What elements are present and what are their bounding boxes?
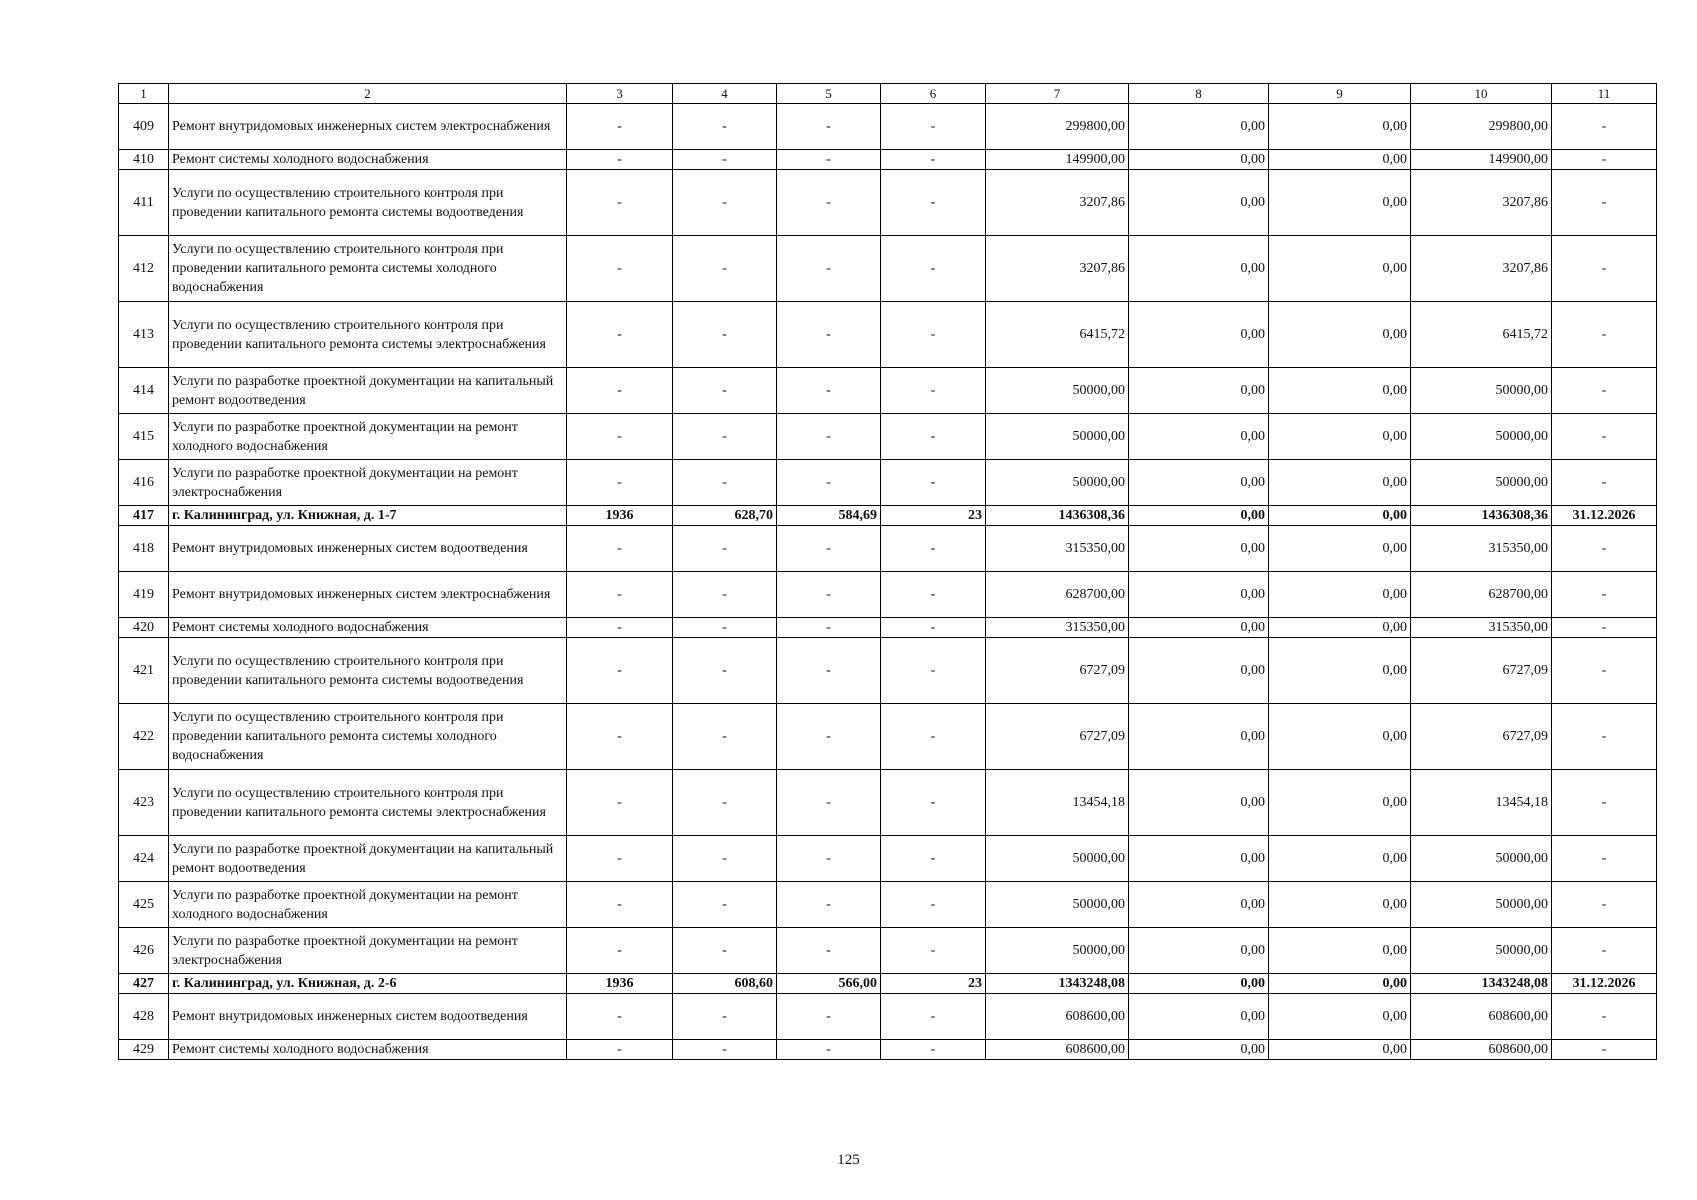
cell-col-8: 0,00 xyxy=(1129,572,1269,618)
item-name: Ремонт внутридомовых инженерных систем электроснабжения xyxy=(169,104,567,150)
cell-col-11: - xyxy=(1552,150,1657,170)
cell-col-6: - xyxy=(881,302,986,368)
row-number: 424 xyxy=(119,836,169,882)
cell-col-8: 0,00 xyxy=(1129,170,1269,236)
table-row xyxy=(119,414,1657,460)
cell-col-7: 13454,18 xyxy=(986,770,1129,836)
cell-col-9: 0,00 xyxy=(1269,770,1411,836)
cell-col-10: 299800,00 xyxy=(1411,104,1552,150)
cell-col-8: 0,00 xyxy=(1129,104,1269,150)
row-number: 414 xyxy=(119,368,169,414)
cell-col-10: 608600,00 xyxy=(1411,994,1552,1040)
table-row xyxy=(119,974,1657,994)
cell-col-5: - xyxy=(777,170,881,236)
cell-col-7: 299800,00 xyxy=(986,104,1129,150)
cell-col-8: 0,00 xyxy=(1129,302,1269,368)
cell-col-6: - xyxy=(881,526,986,572)
table-row xyxy=(119,150,1657,170)
cell-col-11: 31.12.2026 xyxy=(1552,506,1657,526)
row-number: 411 xyxy=(119,170,169,236)
cell-col-9: 0,00 xyxy=(1269,638,1411,704)
cell-col-7: 149900,00 xyxy=(986,150,1129,170)
cell-col-7: 608600,00 xyxy=(986,994,1129,1040)
cell-col-9: 0,00 xyxy=(1269,974,1411,994)
row-number: 420 xyxy=(119,618,169,638)
cell-col-6: - xyxy=(881,994,986,1040)
table-row xyxy=(119,882,1657,928)
row-number: 415 xyxy=(119,414,169,460)
table-row xyxy=(119,1040,1657,1060)
cell-col-11: - xyxy=(1552,526,1657,572)
item-name: Услуги по разработке проектной документации на капитальный ремонт водоотведения xyxy=(169,368,567,414)
cell-col-3: - xyxy=(567,836,673,882)
cell-col-3: - xyxy=(567,994,673,1040)
cell-col-8: 0,00 xyxy=(1129,414,1269,460)
cell-col-3: - xyxy=(567,572,673,618)
row-number: 409 xyxy=(119,104,169,150)
cell-col-6: - xyxy=(881,704,986,770)
cell-col-10: 628700,00 xyxy=(1411,572,1552,618)
cell-col-7: 6727,09 xyxy=(986,638,1129,704)
cell-col-6: - xyxy=(881,928,986,974)
cell-col-3: - xyxy=(567,104,673,150)
cell-col-3: - xyxy=(567,638,673,704)
column-header: 7 xyxy=(986,84,1129,104)
cell-col-6: - xyxy=(881,882,986,928)
cell-col-8: 0,00 xyxy=(1129,770,1269,836)
row-number: 421 xyxy=(119,638,169,704)
page-number: 125 xyxy=(837,1152,860,1168)
cell-col-6: 23 xyxy=(881,974,986,994)
cell-col-3: - xyxy=(567,704,673,770)
cell-col-10: 149900,00 xyxy=(1411,150,1552,170)
column-header: 10 xyxy=(1411,84,1552,104)
header-row xyxy=(119,84,1657,104)
cell-col-7: 50000,00 xyxy=(986,368,1129,414)
cell-col-4: - xyxy=(673,170,777,236)
cell-col-8: 0,00 xyxy=(1129,704,1269,770)
row-number: 418 xyxy=(119,526,169,572)
cell-col-7: 3207,86 xyxy=(986,236,1129,302)
row-number: 426 xyxy=(119,928,169,974)
row-number: 425 xyxy=(119,882,169,928)
cell-col-9: 0,00 xyxy=(1269,150,1411,170)
cell-col-9: 0,00 xyxy=(1269,928,1411,974)
cell-col-4: - xyxy=(673,704,777,770)
row-number: 423 xyxy=(119,770,169,836)
cell-col-4: - xyxy=(673,1040,777,1060)
cell-col-9: 0,00 xyxy=(1269,170,1411,236)
cell-col-8: 0,00 xyxy=(1129,618,1269,638)
cell-col-3: - xyxy=(567,150,673,170)
cell-col-7: 50000,00 xyxy=(986,836,1129,882)
cell-col-4: - xyxy=(673,526,777,572)
row-number: 422 xyxy=(119,704,169,770)
cell-col-5: - xyxy=(777,994,881,1040)
item-name: г. Калининград, ул. Книжная, д. 1-7 xyxy=(169,506,567,526)
cell-col-3: - xyxy=(567,236,673,302)
cell-col-11: - xyxy=(1552,1040,1657,1060)
cell-col-10: 3207,86 xyxy=(1411,236,1552,302)
cell-col-8: 0,00 xyxy=(1129,928,1269,974)
cell-col-4: - xyxy=(673,236,777,302)
cell-col-3: - xyxy=(567,526,673,572)
cell-col-4: - xyxy=(673,368,777,414)
cell-col-9: 0,00 xyxy=(1269,704,1411,770)
cell-col-7: 50000,00 xyxy=(986,460,1129,506)
cell-col-7: 608600,00 xyxy=(986,1040,1129,1060)
cell-col-4: - xyxy=(673,770,777,836)
cell-col-6: - xyxy=(881,770,986,836)
cell-col-7: 6415,72 xyxy=(986,302,1129,368)
cell-col-3: - xyxy=(567,770,673,836)
cell-col-3: - xyxy=(567,618,673,638)
cell-col-3: - xyxy=(567,460,673,506)
cell-col-11: - xyxy=(1552,104,1657,150)
cell-col-3: 1936 xyxy=(567,974,673,994)
cell-col-9: 0,00 xyxy=(1269,236,1411,302)
table-row xyxy=(119,170,1657,236)
item-name: Услуги по осуществлению строительного контроля при проведении капитального ремонта системы водоотведения xyxy=(169,638,567,704)
cell-col-5: - xyxy=(777,150,881,170)
table-row xyxy=(119,526,1657,572)
cell-col-11: - xyxy=(1552,618,1657,638)
column-header: 4 xyxy=(673,84,777,104)
cell-col-4: - xyxy=(673,460,777,506)
cell-col-10: 6415,72 xyxy=(1411,302,1552,368)
column-header: 8 xyxy=(1129,84,1269,104)
item-name: Услуги по осуществлению строительного контроля при проведении капитального ремонта системы электроснабжения xyxy=(169,770,567,836)
cell-col-11: - xyxy=(1552,236,1657,302)
row-number: 417 xyxy=(119,506,169,526)
column-header: 5 xyxy=(777,84,881,104)
cell-col-7: 628700,00 xyxy=(986,572,1129,618)
cell-col-9: 0,00 xyxy=(1269,460,1411,506)
cell-col-4: 608,60 xyxy=(673,974,777,994)
cell-col-6: - xyxy=(881,1040,986,1060)
item-name: Услуги по осуществлению строительного контроля при проведении капитального ремонта системы электроснабжения xyxy=(169,302,567,368)
item-name: Ремонт внутридомовых инженерных систем электроснабжения xyxy=(169,572,567,618)
cell-col-4: - xyxy=(673,572,777,618)
cell-col-5: - xyxy=(777,368,881,414)
cell-col-4: - xyxy=(673,994,777,1040)
row-number: 429 xyxy=(119,1040,169,1060)
cell-col-3: - xyxy=(567,302,673,368)
cell-col-3: - xyxy=(567,414,673,460)
cell-col-5: - xyxy=(777,928,881,974)
data-table xyxy=(118,83,1657,1060)
table-row xyxy=(119,460,1657,506)
cell-col-3: - xyxy=(567,1040,673,1060)
cell-col-4: - xyxy=(673,836,777,882)
item-name: Услуги по разработке проектной документации на ремонт холодного водоснабжения xyxy=(169,882,567,928)
item-name: Услуги по разработке проектной документации на капитальный ремонт водоотведения xyxy=(169,836,567,882)
cell-col-6: - xyxy=(881,638,986,704)
cell-col-5: - xyxy=(777,770,881,836)
cell-col-11: - xyxy=(1552,770,1657,836)
cell-col-10: 50000,00 xyxy=(1411,368,1552,414)
cell-col-3: - xyxy=(567,882,673,928)
item-name: Услуги по разработке проектной документации на ремонт электроснабжения xyxy=(169,460,567,506)
column-header: 3 xyxy=(567,84,673,104)
cell-col-5: - xyxy=(777,704,881,770)
row-number: 419 xyxy=(119,572,169,618)
cell-col-11: - xyxy=(1552,302,1657,368)
item-name: Ремонт системы холодного водоснабжения xyxy=(169,618,567,638)
item-name: Ремонт системы холодного водоснабжения xyxy=(169,150,567,170)
cell-col-11: - xyxy=(1552,170,1657,236)
cell-col-9: 0,00 xyxy=(1269,994,1411,1040)
cell-col-7: 6727,09 xyxy=(986,704,1129,770)
cell-col-11: - xyxy=(1552,460,1657,506)
cell-col-5: - xyxy=(777,526,881,572)
cell-col-6: - xyxy=(881,368,986,414)
item-name: Ремонт внутридомовых инженерных систем водоотведения xyxy=(169,994,567,1040)
column-header: 6 xyxy=(881,84,986,104)
table-row xyxy=(119,236,1657,302)
cell-col-8: 0,00 xyxy=(1129,368,1269,414)
cell-col-5: 584,69 xyxy=(777,506,881,526)
cell-col-6: - xyxy=(881,460,986,506)
cell-col-7: 315350,00 xyxy=(986,526,1129,572)
cell-col-4: - xyxy=(673,150,777,170)
cell-col-7: 50000,00 xyxy=(986,928,1129,974)
cell-col-11: - xyxy=(1552,994,1657,1040)
cell-col-7: 1343248,08 xyxy=(986,974,1129,994)
cell-col-9: 0,00 xyxy=(1269,414,1411,460)
table-row xyxy=(119,836,1657,882)
cell-col-10: 50000,00 xyxy=(1411,928,1552,974)
cell-col-11: - xyxy=(1552,572,1657,618)
cell-col-8: 0,00 xyxy=(1129,882,1269,928)
cell-col-6: - xyxy=(881,236,986,302)
row-number: 413 xyxy=(119,302,169,368)
cell-col-5: - xyxy=(777,1040,881,1060)
item-name: г. Калининград, ул. Книжная, д. 2-6 xyxy=(169,974,567,994)
cell-col-9: 0,00 xyxy=(1269,572,1411,618)
table-row xyxy=(119,704,1657,770)
cell-col-8: 0,00 xyxy=(1129,1040,1269,1060)
cell-col-10: 1343248,08 xyxy=(1411,974,1552,994)
cell-col-6: - xyxy=(881,414,986,460)
cell-col-6: - xyxy=(881,150,986,170)
cell-col-5: - xyxy=(777,572,881,618)
item-name: Услуги по разработке проектной документации на ремонт холодного водоснабжения xyxy=(169,414,567,460)
column-header: 9 xyxy=(1269,84,1411,104)
cell-col-10: 50000,00 xyxy=(1411,414,1552,460)
cell-col-9: 0,00 xyxy=(1269,618,1411,638)
table-row xyxy=(119,368,1657,414)
cell-col-10: 50000,00 xyxy=(1411,460,1552,506)
item-name: Ремонт системы холодного водоснабжения xyxy=(169,1040,567,1060)
item-name: Услуги по осуществлению строительного контроля при проведении капитального ремонта системы холодного водоснабжения xyxy=(169,236,567,302)
cell-col-6: 23 xyxy=(881,506,986,526)
cell-col-8: 0,00 xyxy=(1129,638,1269,704)
cell-col-10: 13454,18 xyxy=(1411,770,1552,836)
cell-col-3: 1936 xyxy=(567,506,673,526)
cell-col-7: 50000,00 xyxy=(986,414,1129,460)
cell-col-11: - xyxy=(1552,638,1657,704)
cell-col-9: 0,00 xyxy=(1269,506,1411,526)
row-number: 427 xyxy=(119,974,169,994)
cell-col-7: 50000,00 xyxy=(986,882,1129,928)
row-number: 410 xyxy=(119,150,169,170)
cell-col-5: 566,00 xyxy=(777,974,881,994)
cell-col-7: 1436308,36 xyxy=(986,506,1129,526)
table-row xyxy=(119,104,1657,150)
cell-col-11: - xyxy=(1552,704,1657,770)
cell-col-7: 315350,00 xyxy=(986,618,1129,638)
cell-col-10: 608600,00 xyxy=(1411,1040,1552,1060)
cell-col-9: 0,00 xyxy=(1269,836,1411,882)
row-number: 428 xyxy=(119,994,169,1040)
cell-col-5: - xyxy=(777,460,881,506)
cell-col-5: - xyxy=(777,104,881,150)
row-number: 416 xyxy=(119,460,169,506)
cell-col-4: - xyxy=(673,104,777,150)
cell-col-5: - xyxy=(777,414,881,460)
cell-col-4: 628,70 xyxy=(673,506,777,526)
cell-col-11: - xyxy=(1552,368,1657,414)
cell-col-10: 315350,00 xyxy=(1411,618,1552,638)
table-row xyxy=(119,770,1657,836)
cell-col-6: - xyxy=(881,572,986,618)
cell-col-5: - xyxy=(777,882,881,928)
table-row xyxy=(119,506,1657,526)
cell-col-5: - xyxy=(777,638,881,704)
cell-col-8: 0,00 xyxy=(1129,506,1269,526)
cell-col-4: - xyxy=(673,414,777,460)
cell-col-5: - xyxy=(777,236,881,302)
cell-col-4: - xyxy=(673,302,777,368)
cell-col-8: 0,00 xyxy=(1129,526,1269,572)
cell-col-9: 0,00 xyxy=(1269,526,1411,572)
cell-col-3: - xyxy=(567,170,673,236)
cell-col-5: - xyxy=(777,836,881,882)
item-name: Услуги по разработке проектной документации на ремонт электроснабжения xyxy=(169,928,567,974)
column-header: 11 xyxy=(1552,84,1657,104)
cell-col-8: 0,00 xyxy=(1129,460,1269,506)
cell-col-10: 315350,00 xyxy=(1411,526,1552,572)
cell-col-10: 6727,09 xyxy=(1411,638,1552,704)
cell-col-11: - xyxy=(1552,836,1657,882)
cell-col-9: 0,00 xyxy=(1269,882,1411,928)
item-name: Услуги по осуществлению строительного контроля при проведении капитального ремонта системы водоотведения xyxy=(169,170,567,236)
item-name: Услуги по осуществлению строительного контроля при проведении капитального ремонта системы холодного водоснабжения xyxy=(169,704,567,770)
table-row xyxy=(119,638,1657,704)
cell-col-11: - xyxy=(1552,928,1657,974)
cell-col-3: - xyxy=(567,368,673,414)
column-header: 2 xyxy=(169,84,567,104)
cell-col-3: - xyxy=(567,928,673,974)
cell-col-4: - xyxy=(673,618,777,638)
cell-col-4: - xyxy=(673,928,777,974)
cell-col-11: - xyxy=(1552,414,1657,460)
item-name: Ремонт внутридомовых инженерных систем водоотведения xyxy=(169,526,567,572)
cell-col-9: 0,00 xyxy=(1269,302,1411,368)
cell-col-10: 50000,00 xyxy=(1411,882,1552,928)
table-body xyxy=(119,84,1657,1060)
cell-col-10: 50000,00 xyxy=(1411,836,1552,882)
row-number: 412 xyxy=(119,236,169,302)
cell-col-9: 0,00 xyxy=(1269,368,1411,414)
table-row xyxy=(119,994,1657,1040)
cell-col-11: 31.12.2026 xyxy=(1552,974,1657,994)
cell-col-11: - xyxy=(1552,882,1657,928)
cell-col-10: 6727,09 xyxy=(1411,704,1552,770)
cell-col-8: 0,00 xyxy=(1129,150,1269,170)
cell-col-8: 0,00 xyxy=(1129,994,1269,1040)
cell-col-5: - xyxy=(777,618,881,638)
cell-col-8: 0,00 xyxy=(1129,836,1269,882)
table-row xyxy=(119,572,1657,618)
cell-col-9: 0,00 xyxy=(1269,104,1411,150)
cell-col-9: 0,00 xyxy=(1269,1040,1411,1060)
table-row xyxy=(119,302,1657,368)
cell-col-6: - xyxy=(881,170,986,236)
cell-col-4: - xyxy=(673,638,777,704)
cell-col-6: - xyxy=(881,618,986,638)
cell-col-7: 3207,86 xyxy=(986,170,1129,236)
cell-col-8: 0,00 xyxy=(1129,236,1269,302)
table-row xyxy=(119,928,1657,974)
cell-col-10: 3207,86 xyxy=(1411,170,1552,236)
cell-col-10: 1436308,36 xyxy=(1411,506,1552,526)
table-row xyxy=(119,618,1657,638)
cell-col-5: - xyxy=(777,302,881,368)
column-header: 1 xyxy=(119,84,169,104)
cell-col-6: - xyxy=(881,836,986,882)
cell-col-4: - xyxy=(673,882,777,928)
cell-col-6: - xyxy=(881,104,986,150)
cell-col-8: 0,00 xyxy=(1129,974,1269,994)
